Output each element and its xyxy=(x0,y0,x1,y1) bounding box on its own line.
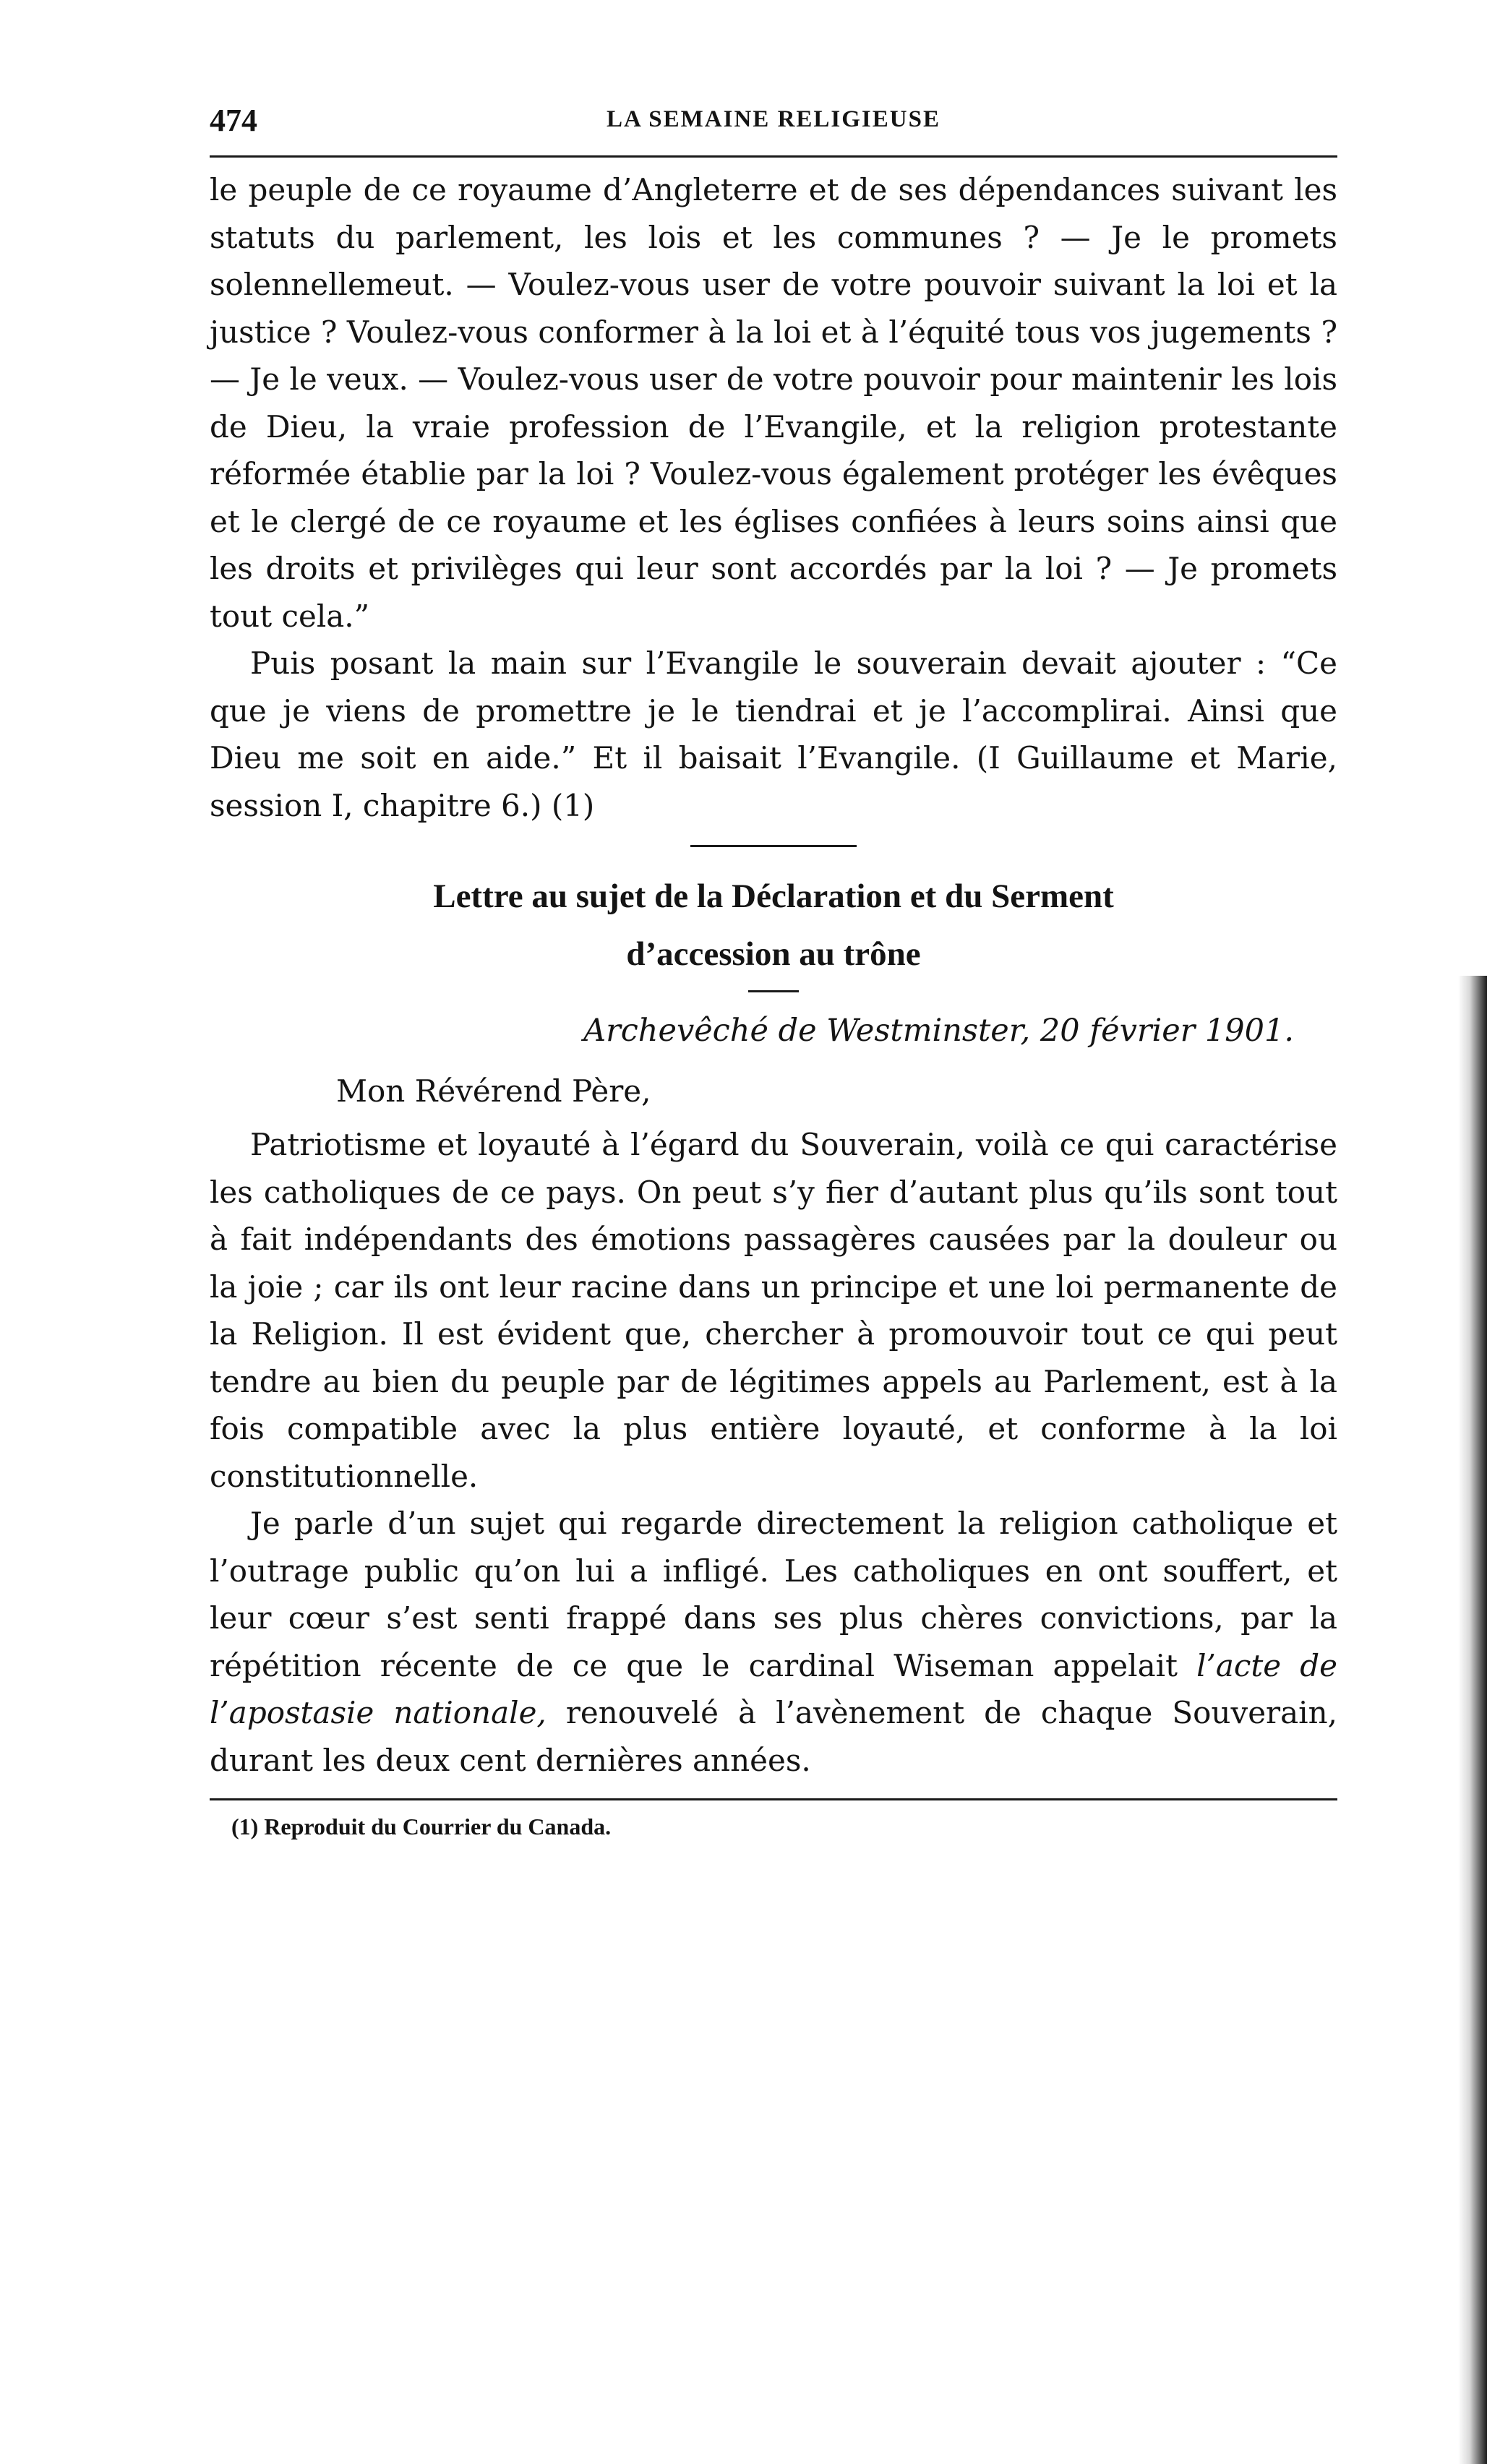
page-number: 474 xyxy=(210,103,257,138)
oath-text-paragraph: le peuple de ce royaume d’Angleterre et de ses dépendances suivant les statuts du parlement, les lois et les communes ? — Je le promets solennellemeut. — Voulez-vous user de votre pouvoir suivant la loi et la justice ? Voulez-vous conformer à la loi et à l’équité tous vos jugements ? — Je le veux. — Voulez-vous user de votre pouvoir pour maintenir les lois de Dieu, la vraie profession de l’Evangile, et la religion protestante réformée établie par la loi ? Voulez-vous également protéger les évêques et le clergé de ce royaume et les églises confiées à leurs soins ainsi que les droits et privilèges qui leur sont accordés par la loi ? — Je promets tout cela.” xyxy=(210,172,1337,634)
running-header xyxy=(210,98,1337,155)
page xyxy=(210,98,1337,1842)
oath-conclusion-paragraph: Puis posant la main sur l’Evangile le souverain devait ajouter : “Ce que je viens de promettre je le tiendrai et je l’accomplirai. Ainsi que Dieu me soit en aide.” Et il baisait l’Evangile. (I Guillaume et Marie, session I, chapitre 6.) (1) xyxy=(210,645,1337,823)
footnote-rule xyxy=(210,1798,1337,1800)
article-title-line-1: Lettre au sujet de la Déclaration et du Serment xyxy=(433,877,1114,915)
letter-paragraph-1: Patriotisme et loyauté à l’égard du Souverain, voilà ce qui caractérise les catholiques de ce pays. On peut s’y fier d’autant plus qu’ils sont tout à fait indépendants des émotions passagères causées par la douleur ou la joie ; car ils ont leur racine dans un principe et une loi permanente de la Religion. Il est évident que, chercher à promouvoir tout ce qui peut tendre au bien du peuple par de légitimes appels au Parlement, est à la fois compatible avec la plus entière loyauté, et conforme à la loi constitutionnelle. xyxy=(210,1127,1337,1494)
letter-paragraph-2-end: renouvelé à l’avènement de chaque Souverain, durant les deux cent dernières années. xyxy=(210,1695,1337,1778)
dateline: Archevêché de Westminster, 20 février 1901. xyxy=(583,1013,1294,1049)
letter-paragraph-2 xyxy=(210,1500,1337,1784)
section-divider xyxy=(690,845,857,847)
article-title xyxy=(210,867,1337,983)
letter-paragraph-2-start: Je parle d’un sujet qui regarde directement la religion catholique et l’outrage public qu’on lui a infligé. Les catholiques en ont souffert, et leur cœur s’est senti frappé dans ses plus chères convictions, par la répétition récente de ce que le cardinal Wiseman appelait xyxy=(210,1506,1337,1683)
header-rule xyxy=(210,155,1337,158)
salutation: Mon Révérend Père, xyxy=(336,1073,651,1109)
running-title: LA SEMAINE RELIGIEUSE xyxy=(607,106,940,132)
footnote: (1) Reproduit du Courrier du Canada. xyxy=(231,1813,612,1840)
title-divider xyxy=(748,990,799,992)
page-edge-shadow xyxy=(1458,976,1487,2464)
article-title-line-2: d’accession au trône xyxy=(626,935,921,973)
letter-paragraph-2-italic: l’acte de l’apostasie nationale, xyxy=(210,1647,1337,1730)
